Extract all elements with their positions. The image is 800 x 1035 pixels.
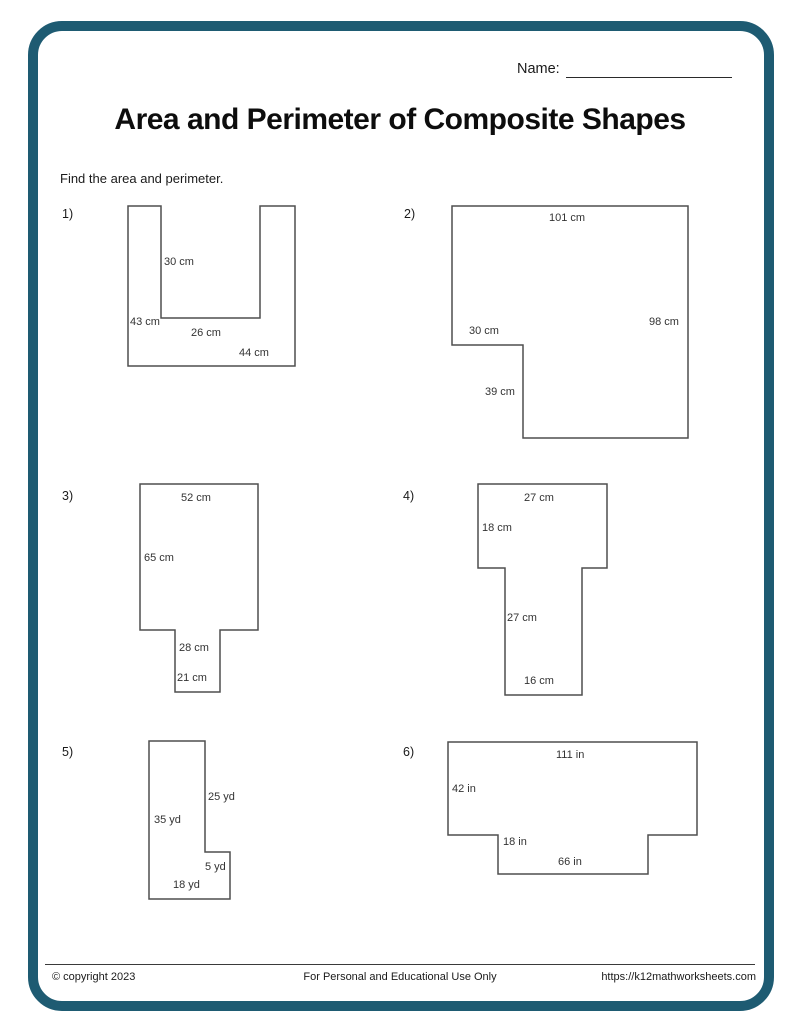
problem-6-number: 6) <box>403 745 415 759</box>
dimension-label: 101 cm <box>549 212 586 224</box>
dimension-label: 35 yd <box>154 814 181 826</box>
dimension-label: 98 cm <box>649 316 679 328</box>
problem-6-shape <box>448 742 697 874</box>
footer-usage-note: For Personal and Educational Use Only <box>303 971 497 983</box>
problem-5-number: 5) <box>62 745 74 759</box>
dimension-label: 111 in <box>556 749 585 761</box>
problem-5-shape <box>149 741 235 899</box>
problem-4-shape <box>478 484 607 695</box>
tab-bottom-shape-outline <box>140 484 258 692</box>
problem-1-number: 1) <box>62 207 74 221</box>
dimension-label: 18 cm <box>482 522 512 534</box>
dimension-label: 44 cm <box>239 347 269 359</box>
footer-url: https://k12mathworksheets.com <box>601 971 756 983</box>
dimension-label: 42 in <box>452 783 476 795</box>
problem-4-number: 4) <box>403 489 415 503</box>
problem-3-shape <box>140 484 258 692</box>
dimension-label: 26 cm <box>191 327 221 339</box>
dimension-label: 16 cm <box>524 675 554 687</box>
dimension-label: 27 cm <box>524 492 554 504</box>
dimension-label: 66 in <box>558 856 582 868</box>
problem-1-shape <box>128 206 295 366</box>
problem-2-shape <box>452 206 688 438</box>
dimension-label: 18 yd <box>173 879 200 891</box>
dimension-label: 43 cm <box>130 316 160 328</box>
dimension-label: 39 cm <box>485 386 515 398</box>
dimension-label: 65 cm <box>144 552 174 564</box>
problem-3-number: 3) <box>62 489 74 503</box>
dimension-label: 25 yd <box>208 791 235 803</box>
dimension-label: 28 cm <box>179 642 209 654</box>
dimension-label: 30 cm <box>164 256 194 268</box>
u-shape-outline <box>128 206 295 366</box>
dimension-label: 27 cm <box>507 612 537 624</box>
problem-2-number: 2) <box>404 207 416 221</box>
t-shape-outline <box>478 484 607 695</box>
name-blank-line <box>566 77 732 78</box>
name-label: Name: <box>517 61 560 77</box>
dimension-label: 5 yd <box>205 861 226 873</box>
footer-divider <box>45 964 755 965</box>
instruction-text: Find the area and perimeter. <box>60 171 224 186</box>
page-title: Area and Perimeter of Composite Shapes <box>114 103 686 136</box>
dimension-label: 18 in <box>503 836 527 848</box>
dimension-label: 30 cm <box>469 325 499 337</box>
footer-copyright: © copyright 2023 <box>52 971 136 983</box>
tab-bottom-shape-outline <box>448 742 697 874</box>
dimension-label: 21 cm <box>177 672 207 684</box>
dimension-label: 52 cm <box>181 492 211 504</box>
